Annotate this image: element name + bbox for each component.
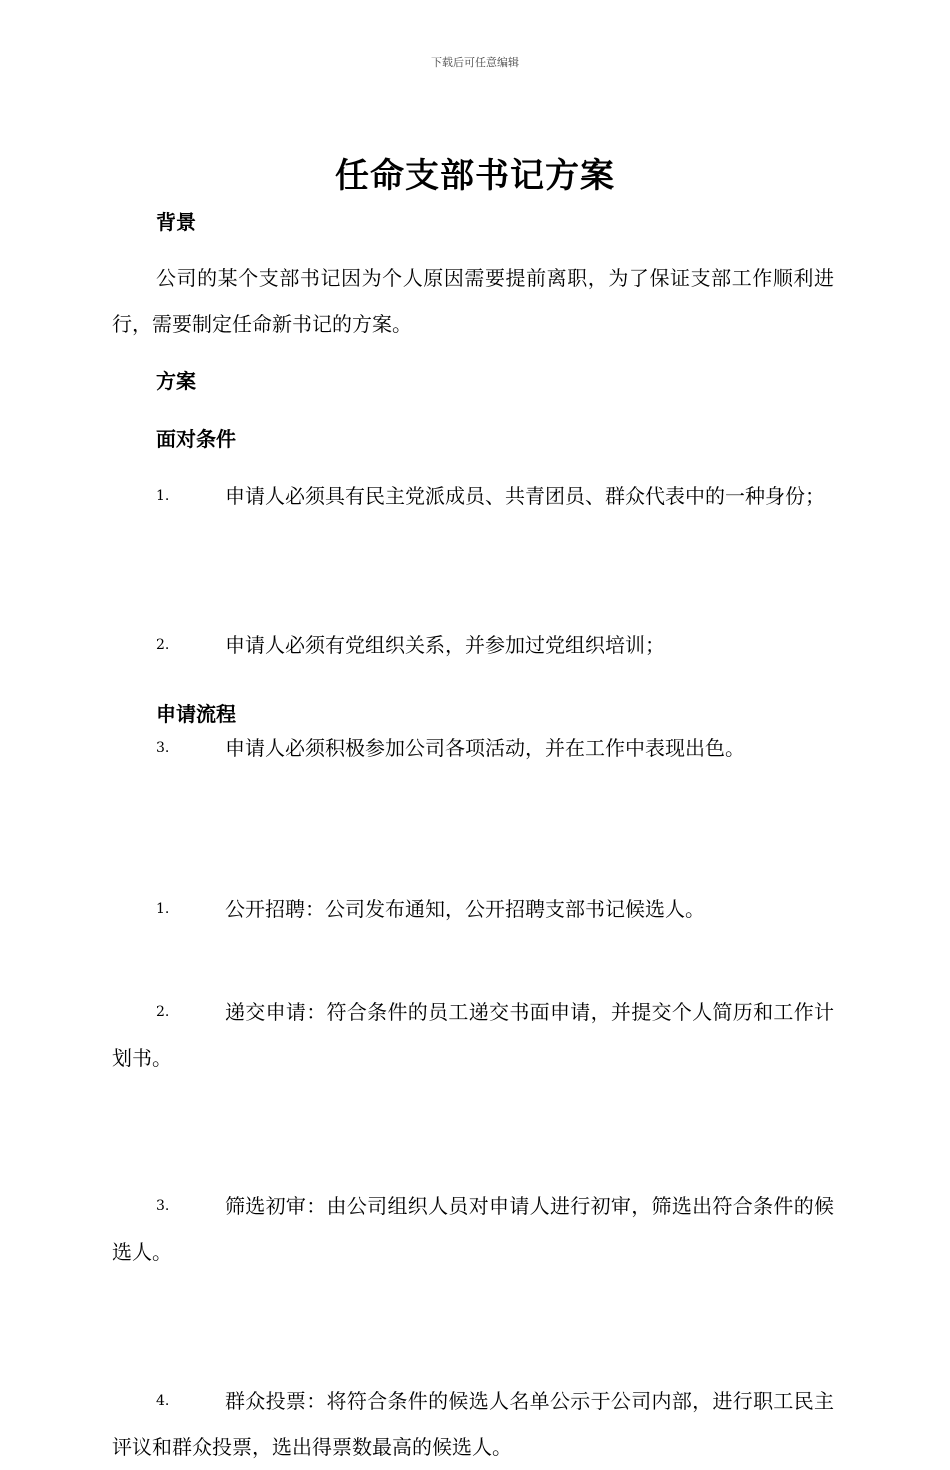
list-number: 1. [156,488,170,504]
condition-item-2 [112,622,834,668]
list-number: 1. [156,901,170,917]
condition-item-1 [112,473,834,519]
process-item-2 [112,989,834,1081]
list-item-text: 公开招聘：公司发布通知，公开招聘支部书记候选人。 [225,897,705,921]
process-item-3 [112,1183,834,1275]
section-heading-background: 背景 [156,210,196,234]
list-number: 2. [156,637,170,653]
document-title: 任命支部书记方案 [335,156,615,196]
section-heading-conditions: 面对条件 [156,427,236,451]
list-item-text: 申请人必须积极参加公司各项活动，并在工作中表现出色。 [225,736,745,760]
process-item-4 [112,1378,834,1470]
list-item-text: 申请人必须具有民主党派成员、共青团员、群众代表中的一种身份； [225,484,825,508]
section-heading-plan: 方案 [156,369,196,393]
list-number: 2. [156,1004,170,1020]
condition-item-3 [112,725,834,771]
list-number: 3. [156,1198,170,1214]
list-item-text: 申请人必须有党组织关系，并参加过党组织培训； [225,633,665,657]
list-item-text: 筛选初审：由公司组织人员对申请人进行初审，筛选出符合条件的候选人。 [112,1194,834,1264]
page-header-note: 下载后可任意编辑 [431,56,519,69]
background-paragraph: 公司的某个支部书记因为个人原因需要提前离职，为了保证支部工作顺利进行，需要制定任命新书记的方案。 [112,266,834,336]
list-item-text: 群众投票：将符合条件的候选人名单公示于公司内部，进行职工民主评议和群众投票，选出得票数最高的候选人。 [112,1389,834,1459]
process-item-1 [112,886,834,932]
list-item-text: 递交申请：符合条件的员工递交书面申请，并提交个人简历和工作计划书。 [112,1000,834,1070]
list-number: 3. [156,740,170,756]
list-number: 4. [156,1393,170,1409]
section-heading-process: 申请流程 [156,702,236,726]
